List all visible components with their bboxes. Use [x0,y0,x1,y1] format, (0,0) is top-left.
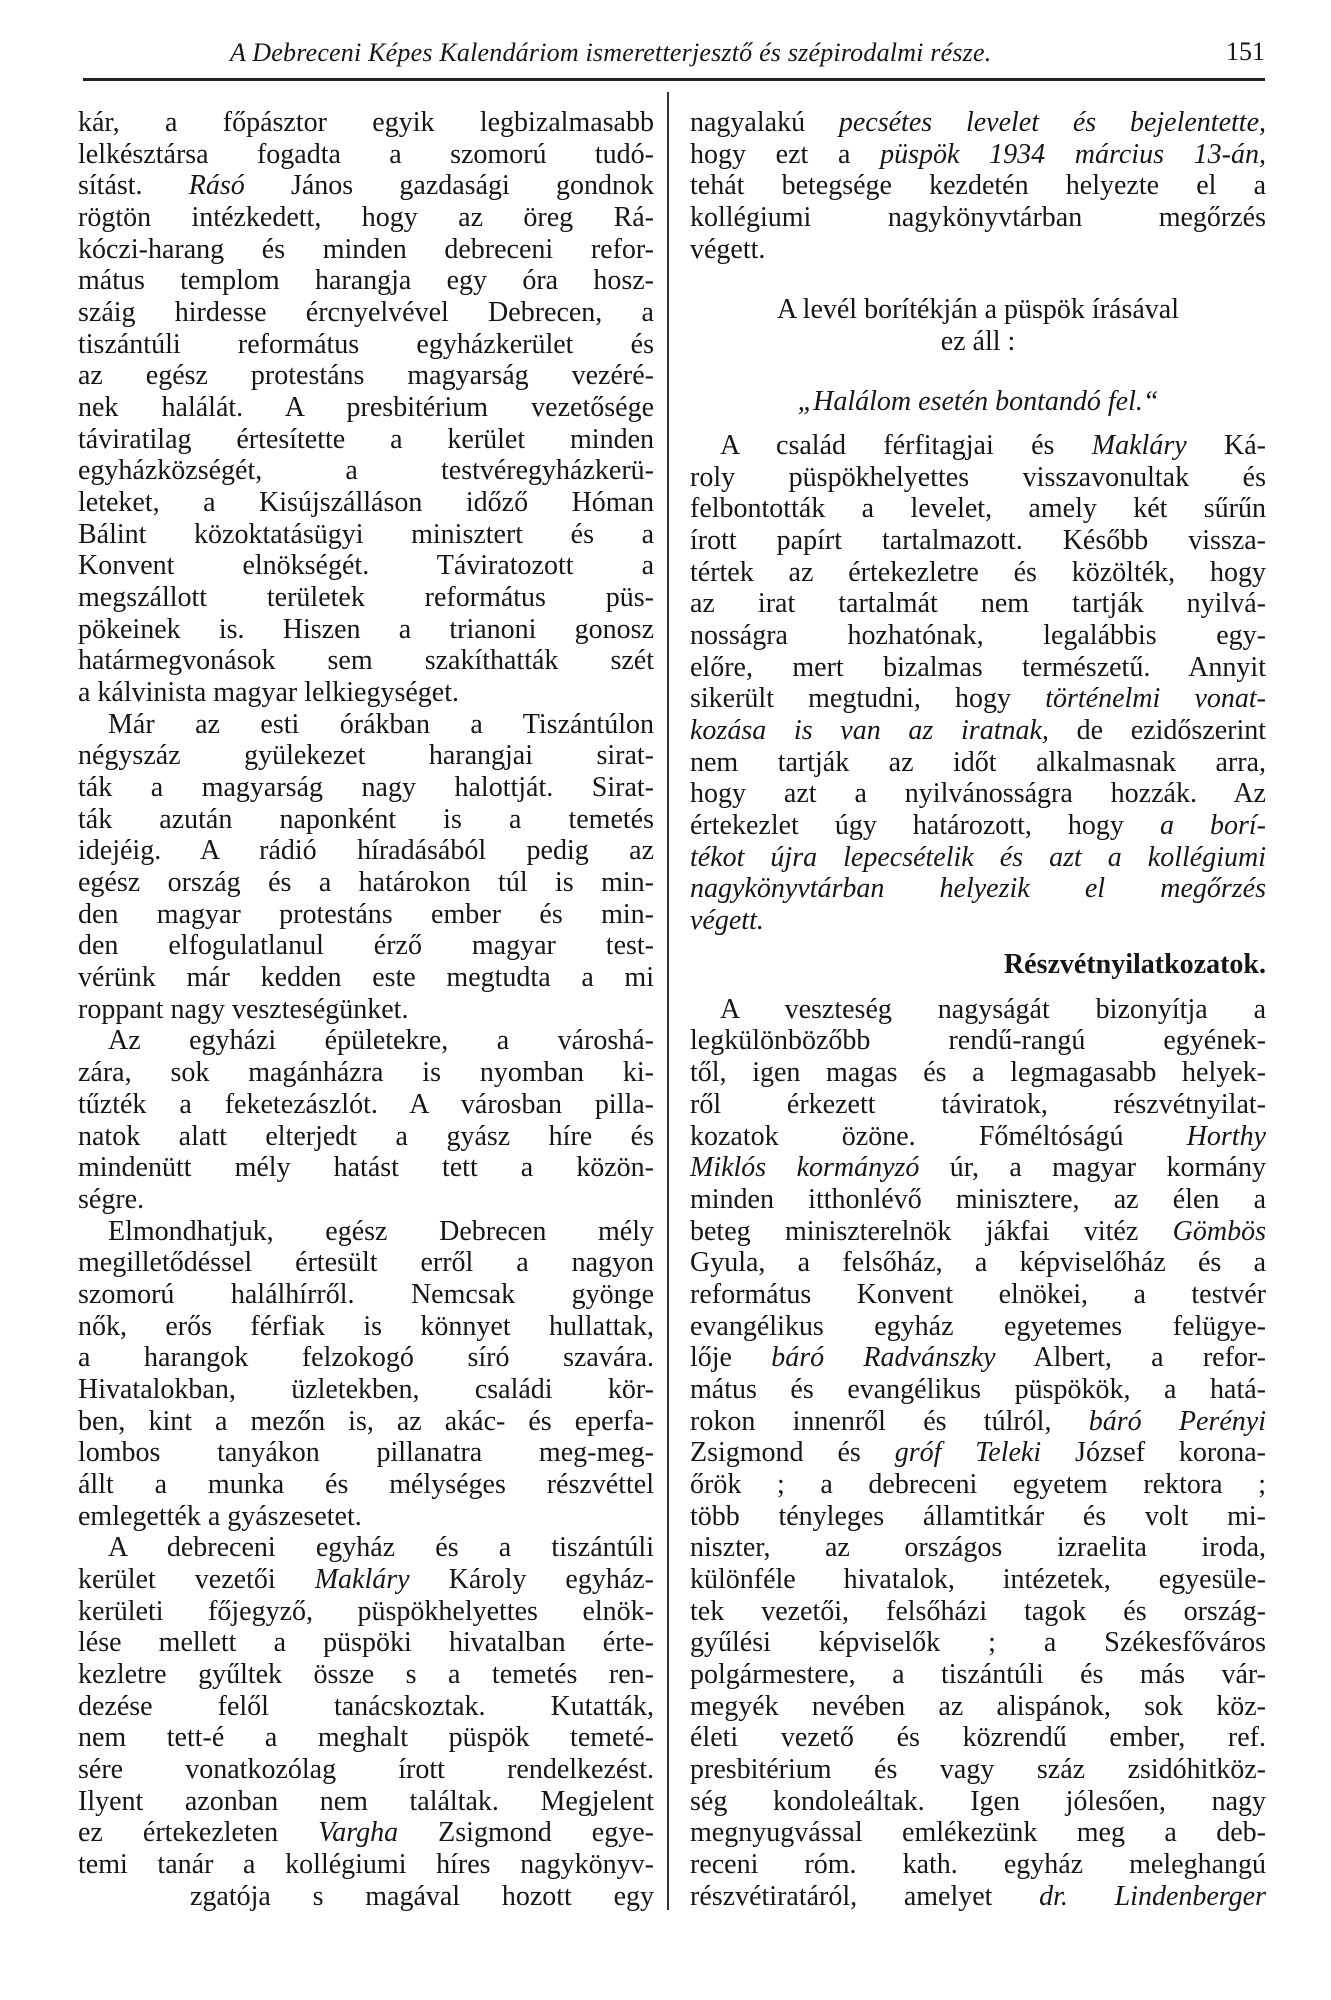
left-text-column [78,107,654,1912]
text-line [690,620,1266,652]
text-line [78,487,654,519]
text-run: Részvétnyilatkozatok. [1003,949,1266,981]
text-run: től, igen magas és a legmagasabb helyek- [690,1057,1266,1089]
text-run: táviratilag értesítette a kerület minden [78,423,654,455]
text-run: mindenütt mély hatást tett a közön- [78,1152,654,1184]
text-run: legkülönbözőbb rendű-rangú egyének- [690,1025,1266,1057]
text-run: Az egyházi épületekre, a városhá- [108,1025,654,1057]
italic-text: Gömbös [1172,1215,1266,1247]
italic-text: Rásó [188,170,245,202]
text-run: minden itthonlévő minisztere, az élen a [690,1183,1266,1215]
text-run: kezletre gyűltek össze s a temetés ren- [78,1658,654,1690]
text-line [78,1627,654,1659]
text-run: polgármestere, a tiszántúli és más vár- [690,1658,1266,1690]
text-line [690,1437,1266,1469]
centered-line [690,294,1266,326]
text-line [78,1849,654,1881]
text-run: sikerült megtudni, hogy [690,683,1046,715]
text-run: ták a magyarság nagy halottját. Sirat- [78,772,654,804]
text-line [78,1121,654,1153]
text-run: ben, kint a mezőn is, az akác- és eperfa- [78,1405,654,1437]
text-line [78,519,654,551]
text-run: Zsigmond egye- [398,1817,654,1849]
text-line [78,582,654,614]
text-run: nagyalakú [690,107,839,138]
text-line [690,810,1266,842]
text-line [78,1532,654,1564]
text-run: idejéig. A rádió híradásából pedig az [78,835,654,867]
text-line [78,1722,654,1754]
text-line [690,525,1266,557]
text-run: mátus és evangélikus püspökök, a hatá- [690,1373,1266,1405]
text-run: megilletődéssel értesült erről a nagyon [78,1247,654,1279]
text-run: felbontották a levelet, amely két sűrűn [690,493,1266,525]
italic-text: Makláry [1091,430,1187,462]
text-run: beteg miniszterelnök jákfai vitéz [690,1215,1173,1247]
text-run: megszállott területek református püs- [78,582,654,614]
text-line [78,962,654,994]
italic-text: pecsétes levelet és bejelentette, [838,107,1266,138]
italic-text: nagykönyvtárban helyezik el megőrzés [690,873,1266,905]
text-run: lombos tanyákon pillanatra meg-meg- [78,1437,654,1469]
text-run: János gazdasági gondnok [244,170,654,202]
text-run: mátus templom harangja egy óra hosz- [78,265,654,297]
text-run: Elmondhatjuk, egész Debrecen mély [108,1215,654,1247]
text-line [690,557,1266,589]
text-line [690,1817,1266,1849]
text-line [78,677,654,709]
text-line [78,1247,654,1279]
text-run: sítást. [78,170,189,202]
text-run: kerület vezetői [78,1563,315,1595]
text-run: natok alatt elterjedt a gyász híre és [78,1120,654,1152]
text-line [78,265,654,297]
text-run: receni róm. kath. egyház meleghangú [690,1848,1266,1880]
text-run: Albert, a refor- [995,1342,1267,1374]
text-run: emlegették a gyászesetet. [78,1500,362,1532]
text-run: lése mellett a püspöki hivatalban érte- [78,1627,654,1659]
text-run: gyűlési képviselők ; a Székesfőváros [690,1627,1266,1659]
text-line [78,1311,654,1343]
text-line [690,1406,1266,1438]
running-header: A Debreceni Képes Kalendáriom ismeretterjesztő és szépirodalmi része. [230,38,992,67]
text-line [78,772,654,804]
header-rule [83,78,1265,81]
text-line [78,1564,654,1596]
text-run: Károly egyház- [409,1563,654,1595]
right-text-column [690,107,1266,1912]
text-run: ség kondoleáltak. Igen jólesően, nagy [690,1785,1266,1817]
text-line [78,550,654,582]
text-run: Konvent elnökségét. Táviratozott a [78,550,654,582]
text-line [78,107,654,139]
text-line [78,1057,654,1089]
text-line [690,1691,1266,1723]
text-run: református Konvent elnökei, a testvér [690,1278,1266,1310]
text-run: Ilyent azonban nem találtak. Megjelent [78,1785,654,1817]
italic-text: báró Radvánszky [771,1342,996,1374]
italic-text: Makláry [314,1563,410,1595]
text-run: megnyugvással emlékezünk meg a deb- [690,1817,1266,1849]
text-run: den elfogulatlanul érző magyar test- [78,930,654,962]
text-line [690,1659,1266,1691]
text-run: hogy ezt a [690,138,881,170]
text-run: nosságra hozhatónak, legalábbis egy- [690,620,1266,652]
text-line [78,139,654,171]
text-run: leteket, a Kisújszálláson időző Hóman [78,487,654,519]
text-line [690,1881,1266,1913]
text-line [78,1025,654,1057]
text-line [78,360,654,392]
text-run: Bálint közoktatásügyi minisztert és a [78,518,654,550]
text-line [78,1881,654,1913]
text-run: roly püspökhelyettes visszavonultak és [690,461,1266,493]
text-line [690,1501,1266,1533]
text-line [690,139,1266,171]
text-line [78,1501,654,1533]
text-run: Ká- [1186,430,1266,462]
text-line [78,234,654,266]
text-run: nem tett-é a meghalt püspök temeté- [78,1722,654,1754]
text-run: tehát betegsége kezdetén helyezte el a [690,170,1266,202]
text-run: ez értekezleten [78,1817,319,1849]
text-line [78,804,654,836]
text-run: ségre. [78,1183,145,1215]
text-run: hogy azt a nyilvánosságra hozzák. Az [690,778,1266,810]
text-line [78,1691,654,1723]
text-line [78,1437,654,1469]
italic-text: Vargha [318,1817,399,1849]
text-line [690,1849,1266,1881]
text-line [78,1406,654,1438]
italic-text: püspök 1934 március 13-án, [880,138,1266,170]
text-line [78,392,654,424]
text-line [690,652,1266,684]
text-run: A veszteség nagyságát bizonyítja a [720,993,1266,1025]
text-line [690,1786,1266,1818]
text-line [690,747,1266,779]
text-run: evangélikus egyház egyetemes felügye- [690,1310,1266,1342]
text-run: négyszáz gyülekezet harangjai sirat- [78,740,654,772]
text-line [78,1469,654,1501]
text-run: kár, a főpásztor egyik legbizalmasabb [78,107,654,138]
column-divider [667,92,669,1910]
centered-line [690,386,1266,418]
italic-text: a borí- [1159,810,1267,842]
text-run: szomorú halálhírről. Nemcsak gyönge [78,1278,654,1310]
text-line [78,1152,654,1184]
text-run: különféle hivatalok, intézetek, egyesüle- [690,1563,1266,1595]
text-line [690,234,1266,266]
text-run: presbitérium és vagy száz zsidóhitköz- [690,1753,1266,1785]
text-run: A levél borítékján a püspök írásával [777,293,1179,325]
text-line [690,1469,1266,1501]
text-line [690,430,1266,462]
text-run: zára, sok magánházra is nyomban ki- [78,1057,654,1089]
text-run: részvétiratáról, amelyet [690,1880,1040,1912]
text-run: tiszántúli református egyházkerület és [78,328,654,360]
text-line [78,1374,654,1406]
text-run: Már az esti órákban a Tiszántúlon [108,708,654,740]
text-run: A család férfitagjai és [720,430,1092,462]
text-line [690,715,1266,747]
text-run: lelkésztársa fogadta a szomorú tudó- [78,138,654,170]
text-line [690,1311,1266,1343]
text-line [78,202,654,234]
text-line [690,905,1266,937]
text-run: az irat tartalmát nem tartják nyilvá- [690,588,1266,620]
text-line [78,1754,654,1786]
text-line [690,1216,1266,1248]
text-run: József korona- [1041,1437,1266,1469]
text-run: a harangok felzokogó síró szavára. [78,1342,654,1374]
text-run: sére vonatkozólag írott rendelkezést. [78,1753,654,1785]
text-line [78,424,654,456]
text-run: előre, mert bizalmas természetű. Annyit [690,651,1266,683]
text-run: tértek az értekezletre és közölték, hogy [690,556,1266,588]
text-run: írott papírt tartalmazott. Később vissza- [690,525,1266,557]
text-run: kollégiumi nagykönyvtárban megőrzés [690,202,1266,234]
text-run: de ezidőszerint [1048,715,1266,747]
text-line [78,614,654,646]
text-line [78,329,654,361]
text-run: Gyula, a felsőház, a képviselőház és a [690,1247,1266,1279]
text-line [78,1184,654,1216]
text-line [690,202,1266,234]
text-line [690,1754,1266,1786]
text-run: vérünk már kedden este megtudta a mi [78,962,654,994]
text-line [690,1121,1266,1153]
italic-text: dr. Lindenberger [1039,1880,1266,1912]
text-run: úr, a magyar kormány [919,1152,1266,1184]
text-run: Hivatalokban, üzletekben, családi kör- [78,1373,654,1405]
text-line [690,1342,1266,1374]
text-line [78,740,654,772]
text-line [690,1627,1266,1659]
text-run: végett. [690,233,766,265]
page-number: 151 [1226,37,1265,66]
text-line [78,835,654,867]
text-line [78,867,654,899]
text-run: kerületi főjegyző, püspökhelyettes elnök- [78,1595,654,1627]
text-line [78,1786,654,1818]
text-run: tek vezetői, felsőházi tagok és ország- [690,1595,1266,1627]
text-run: egyházközségét, a testvéregyházkerü- [78,455,654,487]
text-line [78,1216,654,1248]
text-run: megyék nevében az alispánok, sok köz- [690,1690,1266,1722]
text-line [690,588,1266,620]
text-run: ták azután naponként is a temetés [78,803,654,835]
text-run: nem tartják az időt alkalmasnak arra, [690,746,1266,778]
italic-text: „Halálom esetén bontandó fel.“ [797,385,1159,417]
text-line [78,455,654,487]
text-run: den magyar protestáns ember és min- [78,898,654,930]
italic-text: Miklós kormányzó [690,1152,920,1184]
text-run: kóczi-harang és minden debreceni refor- [78,233,654,265]
text-line [690,1247,1266,1279]
italic-text: Horthy [1186,1120,1266,1152]
text-line [78,1089,654,1121]
text-run: dezése felől tanácskoztak. Kutatták, [78,1690,654,1722]
italic-text: végett. [690,905,764,937]
text-run: életi vezető és közrendű ember, ref. [690,1722,1266,1754]
text-line [78,994,654,1026]
text-run: lője [690,1342,772,1374]
text-line [78,170,654,202]
text-run: temi tanár a kollégiumi híres nagykönyv- [78,1848,654,1880]
text-line [690,1279,1266,1311]
text-line [78,1342,654,1374]
text-line [690,1532,1266,1564]
text-line [78,297,654,329]
italic-text: gróf Teleki [894,1437,1042,1469]
text-line [78,930,654,962]
text-run: nők, erős férfiak is könnyet hullattak, [78,1310,654,1342]
text-line [690,1596,1266,1628]
text-run: ez áll : [940,325,1016,357]
text-run: rokon innenről és túlról, [690,1405,1089,1437]
text-run: a kálvinista magyar lelkiegységet. [78,677,459,709]
italic-text: kozása is van az iratnak, [690,715,1049,747]
text-run: határmegvonások sem szakíthatták szét [78,645,654,677]
italic-text: tékot újra lepecsételik és azt a kollégiumi [690,841,1266,873]
text-line [690,107,1266,139]
text-line [690,683,1266,715]
centered-line [690,326,1266,358]
text-run: értekezlet úgy határozott, hogy [690,810,1160,842]
text-run: ről érkezett táviratok, részvétnyilat- [690,1088,1266,1120]
text-line [690,1564,1266,1596]
text-line [690,1152,1266,1184]
text-line [78,709,654,741]
text-line [690,1184,1266,1216]
text-run: pökeinek is. Hiszen a trianoni gonosz [78,613,654,645]
text-line [690,1374,1266,1406]
text-run: niszter, az országos izraelita iroda, [690,1532,1266,1564]
text-line [78,1659,654,1691]
text-line [690,493,1266,525]
text-line [690,778,1266,810]
text-line [690,170,1266,202]
text-run: rögtön intézkedett, hogy az öreg Rá- [78,202,654,234]
text-run: kozatok özöne. Főméltóságú [690,1120,1187,1152]
text-line [78,1279,654,1311]
text-run: egész ország és a határokon túl is min- [78,867,654,899]
text-run: több tényleges államtitkár és volt mi- [690,1500,1266,1532]
text-run: száig hirdesse ércnyelvével Debrecen, a [78,297,654,329]
text-line [78,1817,654,1849]
text-line [690,842,1266,874]
text-line [690,1025,1266,1057]
text-line [690,1722,1266,1754]
text-run: A debreceni egyház és a tiszántúli [108,1532,654,1564]
text-line [690,462,1266,494]
text-line [690,873,1266,905]
text-line [690,994,1266,1026]
text-run: zgatója s magával hozott egy [190,1880,654,1912]
text-run: az egész protestáns magyarság vezéré- [78,360,654,392]
text-run: állt a munka és mélységes részvéttel [78,1468,654,1500]
text-run: Zsigmond és [690,1437,895,1469]
text-run: őrök ; a debreceni egyetem rektora ; [690,1468,1266,1500]
italic-text: történelmi vonat- [1045,683,1266,715]
text-line [78,1596,654,1628]
text-line [78,899,654,931]
text-line [690,1057,1266,1089]
text-run: nek halálát. A presbitérium vezetősége [78,392,654,424]
text-run: tűzték a feketezászlót. A városban pilla- [78,1088,654,1120]
section-heading [690,949,1266,981]
text-run: roppant nagy veszteségünket. [78,993,409,1025]
text-line [690,1089,1266,1121]
italic-text: báró Perényi [1088,1405,1266,1437]
text-line [78,645,654,677]
